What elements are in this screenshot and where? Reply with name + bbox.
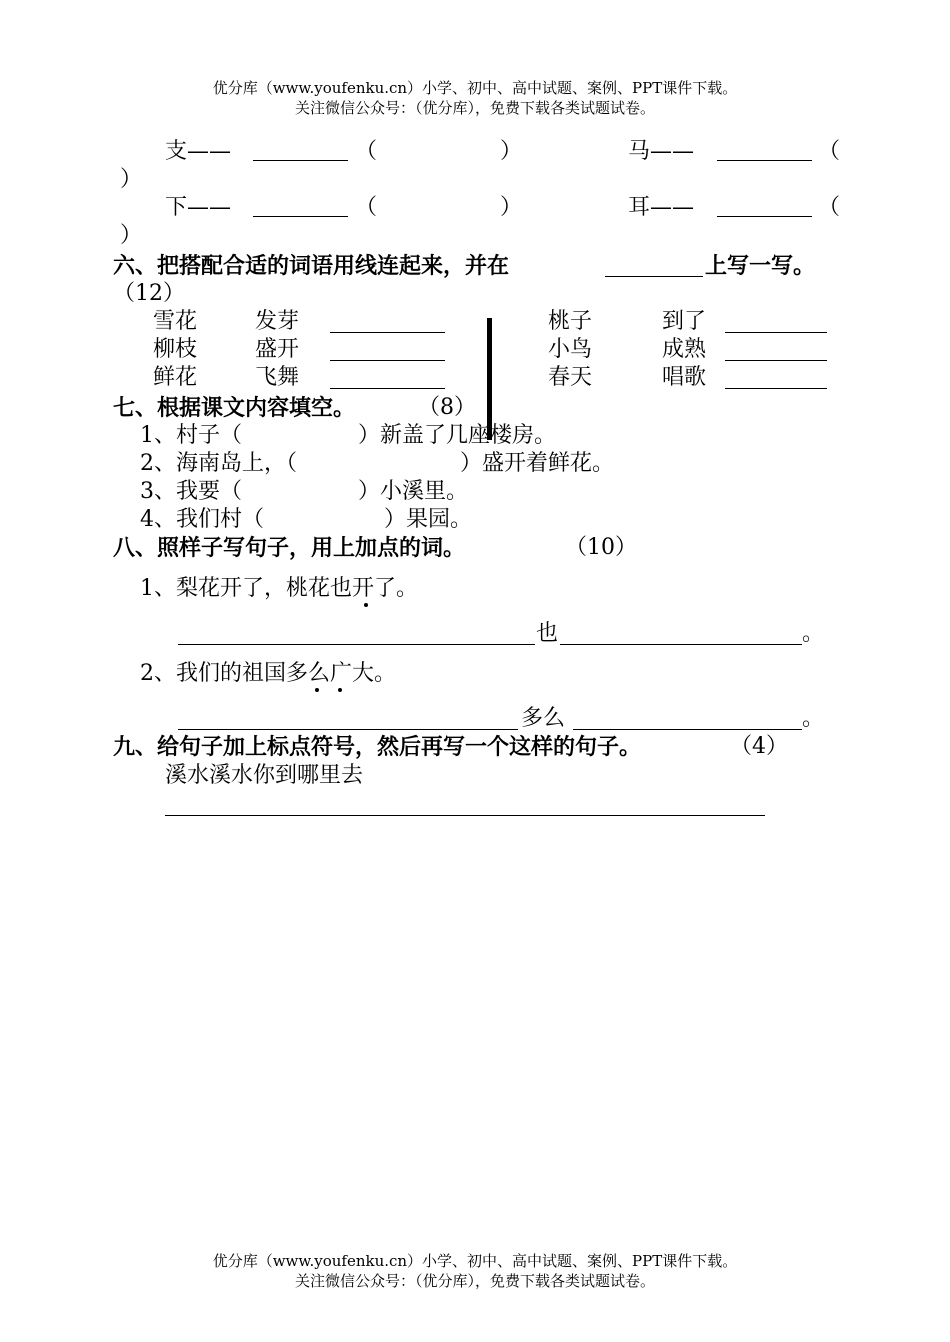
example-sentence-1: 1、梨花开了，桃花也开了。 [140, 576, 418, 601]
section7-score: （8） [418, 395, 476, 420]
section9-title: 九、给句子加上标点符号，然后再写一个这样的句子。 [113, 734, 642, 760]
answer-blank[interactable] [330, 332, 445, 333]
open-paren: （ [818, 139, 841, 164]
word-item[interactable]: 盛开 [255, 337, 300, 362]
word-item[interactable]: 柳枝 [153, 337, 198, 362]
close-paren: ） [120, 223, 143, 248]
section6-title-b: 上写一写。 [705, 253, 816, 279]
section6-title-a: 六、把搭配合适的词语用线连起来，并在 [113, 253, 510, 279]
section9-score: （4） [730, 734, 788, 759]
right-char-2: 耳—— [628, 195, 695, 220]
sentence-to-punctuate: 溪水溪水你到哪里去 [165, 763, 364, 788]
answer-blank[interactable] [725, 388, 827, 389]
answer-blank[interactable] [573, 729, 802, 730]
fill-item-post: ）盛开着鲜花。 [460, 451, 615, 476]
key-word-2: 多么 [521, 706, 566, 731]
word-item[interactable]: 到了 [662, 309, 707, 334]
section7-title: 七、根据课文内容填空。 [113, 395, 356, 421]
answer-blank[interactable] [717, 216, 812, 217]
section8-score: （10） [565, 535, 637, 560]
answer-blank[interactable] [330, 360, 445, 361]
fill-item-post: ）新盖了几座楼房。 [358, 423, 557, 448]
answer-blank[interactable] [178, 644, 535, 645]
answer-blank[interactable] [560, 644, 802, 645]
emphasis-dot [315, 688, 319, 692]
close-paren: ） [120, 167, 143, 192]
answer-blank[interactable] [330, 388, 445, 389]
footer-line-1: 优分库（www.youfenku.cn）小学、初中、高中试题、案例、PPT课件下载。 [212, 1252, 738, 1270]
header-line-2: 关注微信公众号：（优分库），免费下载各类试题试卷。 [294, 99, 655, 117]
footer-line-2: 关注微信公众号：（优分库），免费下载各类试题试卷。 [294, 1272, 655, 1290]
word-item[interactable]: 雪花 [153, 309, 198, 334]
example-sentence-2: 2、我们的祖国多么广大。 [140, 661, 396, 686]
key-word-1: 也 [536, 621, 559, 646]
emphasis-dot [364, 603, 368, 607]
open-paren: （ [355, 195, 378, 220]
answer-blank[interactable] [253, 160, 348, 161]
fill-item-pre: 3、我要（ [140, 479, 242, 504]
answer-blank[interactable] [725, 360, 827, 361]
word-item[interactable]: 春天 [548, 365, 593, 390]
fill-item-post: ）小溪里。 [358, 479, 469, 504]
fill-item-pre: 2、海南岛上，（ [140, 451, 297, 476]
fill-item-pre: 1、村子（ [140, 423, 242, 448]
open-paren: （ [818, 195, 841, 220]
word-item[interactable]: 飞舞 [255, 365, 300, 390]
left-char-1: 支—— [165, 139, 232, 164]
end-mark: 。 [802, 706, 825, 731]
close-paren: ） [500, 195, 523, 220]
word-item[interactable]: 桃子 [548, 309, 593, 334]
word-item[interactable]: 成熟 [662, 337, 707, 362]
answer-blank[interactable] [725, 332, 827, 333]
answer-blank[interactable] [165, 815, 765, 816]
answer-blank[interactable] [717, 160, 812, 161]
word-item[interactable]: 小鸟 [548, 337, 593, 362]
section6-score: （12） [113, 281, 185, 306]
answer-blank[interactable] [253, 216, 348, 217]
emphasis-dot [338, 688, 342, 692]
word-item[interactable]: 鲜花 [153, 365, 198, 390]
title-blank [605, 276, 703, 277]
header-line-1: 优分库（www.youfenku.cn）小学、初中、高中试题、案例、PPT课件下载。 [212, 79, 738, 97]
open-paren: （ [355, 139, 378, 164]
fill-item-pre: 4、我们村（ [140, 507, 264, 532]
section8-title: 八、照样子写句子，用上加点的词。 [113, 535, 466, 561]
left-char-2: 下—— [165, 195, 232, 220]
answer-blank[interactable] [178, 729, 518, 730]
word-item[interactable]: 唱歌 [662, 365, 707, 390]
fill-item-post: ）果园。 [384, 507, 473, 532]
word-item[interactable]: 发芽 [255, 309, 300, 334]
right-char-1: 马—— [628, 139, 695, 164]
end-mark: 。 [802, 621, 825, 646]
close-paren: ） [500, 139, 523, 164]
